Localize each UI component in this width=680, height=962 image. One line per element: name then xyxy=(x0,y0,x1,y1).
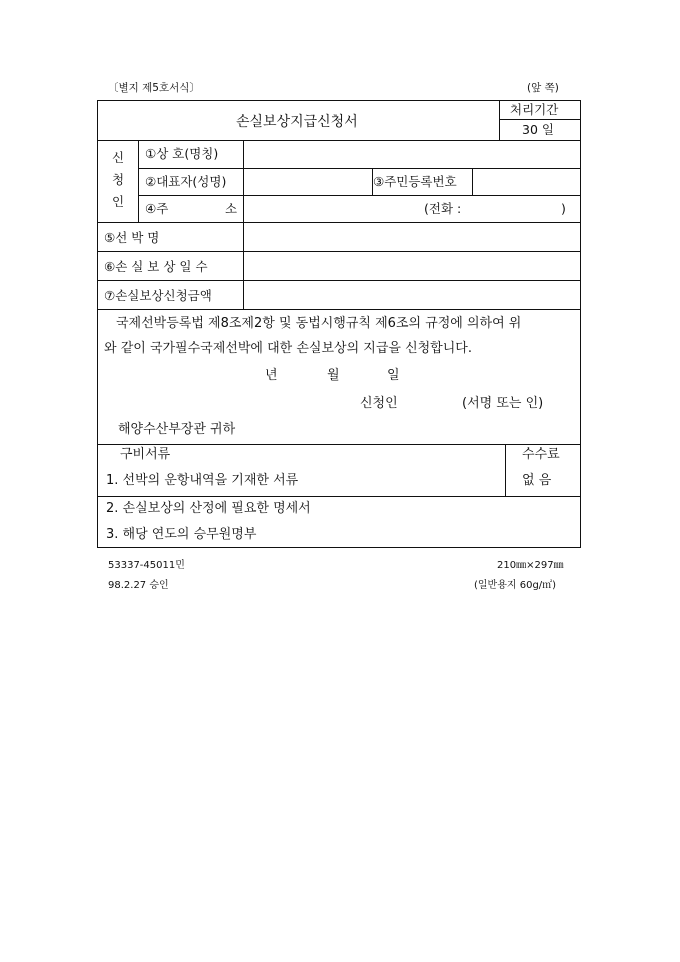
resident-number-label: ③주민등록번호 xyxy=(373,174,457,189)
divider xyxy=(98,496,581,497)
applicant-label-char: 인 xyxy=(112,194,125,209)
fee-label: 수수료 xyxy=(522,447,560,462)
divider xyxy=(98,140,581,141)
loss-amount-label: ⑦손실보상신청금액 xyxy=(104,288,212,303)
processing-period-label: 처리기간 xyxy=(510,102,559,117)
form-number: 〔별지 제5호서식〕 xyxy=(108,82,200,94)
addressee: 해양수산부장관 귀하 xyxy=(118,422,236,437)
divider xyxy=(472,168,473,195)
applicant-signature-label: 신청인 xyxy=(360,396,398,411)
phone-close: ) xyxy=(561,201,566,216)
divider xyxy=(243,140,244,309)
signature-note: (서명 또는 인) xyxy=(462,396,544,411)
divider xyxy=(505,444,506,496)
ship-name-label: ⑤선 박 명 xyxy=(104,230,160,245)
date-day-label: 일 xyxy=(387,368,400,383)
divider xyxy=(98,444,581,445)
approval-date: 98.2.27 승인 xyxy=(108,580,169,591)
address-label-number: ④주 xyxy=(145,201,169,216)
date-month-label: 월 xyxy=(327,368,340,383)
paper-size: 210㎜×297㎜ xyxy=(497,560,564,571)
statement-line-1: 국제선박등록법 제8조제2항 및 동법시행규칙 제6조의 규정에 의하여 위 xyxy=(116,316,522,331)
divider xyxy=(98,280,581,281)
form-title: 손실보상지급신청서 xyxy=(236,114,358,130)
address-label-char: 소 xyxy=(225,201,238,216)
trade-name-label: ①상 호(명칭) xyxy=(145,146,219,161)
loss-days-label: ⑥손 실 보 상 일 수 xyxy=(104,259,208,274)
paper-type: (일반용지 60g/㎡) xyxy=(474,580,557,591)
required-document-item: 1. 선박의 운항내역을 기재한 서류 xyxy=(106,473,299,488)
divider xyxy=(499,101,500,140)
divider xyxy=(98,222,581,223)
application-form xyxy=(97,100,581,548)
date-year-label: 년 xyxy=(265,368,278,383)
statement-line-2: 와 같이 국가필수국제선박에 대한 손실보상의 지급을 신청합니다. xyxy=(104,341,472,356)
divider xyxy=(138,168,581,169)
processing-period-value: 30 일 xyxy=(522,122,554,137)
page-side: (앞 쪽) xyxy=(527,82,559,94)
phone-label: (전화 : xyxy=(424,201,462,216)
form-code: 53337-45011민 xyxy=(108,560,185,571)
applicant-label-char: 청 xyxy=(112,172,125,187)
divider xyxy=(138,140,139,222)
divider xyxy=(98,251,581,252)
applicant-label-char: 신 xyxy=(112,150,125,165)
required-documents-header: 구비서류 xyxy=(120,447,171,462)
divider xyxy=(499,119,581,120)
required-document-item: 2. 손실보상의 산정에 필요한 명세서 xyxy=(106,501,311,516)
divider xyxy=(138,195,581,196)
representative-label: ②대표자(성명) xyxy=(145,174,227,189)
required-document-item: 3. 해당 연도의 승무원명부 xyxy=(106,527,257,542)
divider xyxy=(98,309,581,310)
fee-value: 없 음 xyxy=(522,473,552,488)
